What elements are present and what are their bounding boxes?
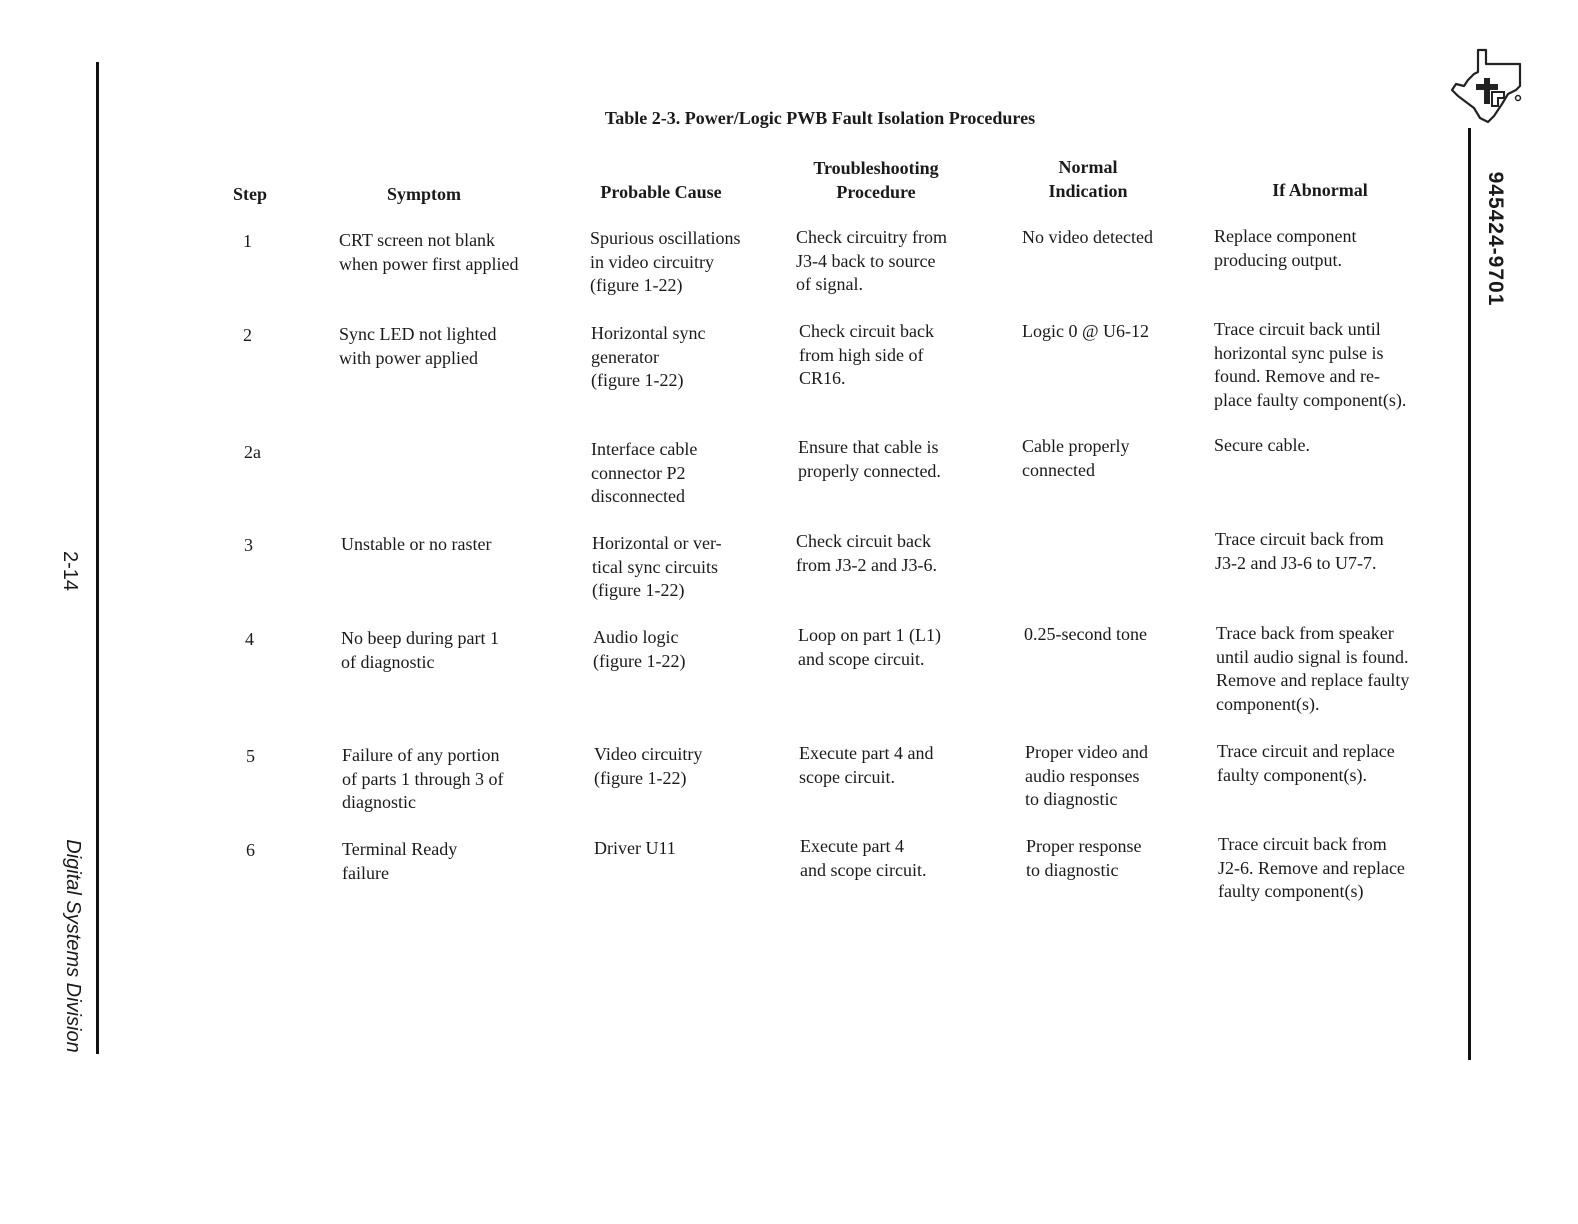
probable-cause-cell: Horizontal or ver- tical sync circuits (figure 1-22) xyxy=(592,533,722,600)
step-cell: 3 xyxy=(244,535,253,555)
header-probable-cause: Probable Cause xyxy=(600,182,722,202)
probable-cause-cell: Driver U11 xyxy=(594,838,676,858)
normal-indication-cell: 0.25-second tone xyxy=(1024,624,1147,644)
procedure-cell: Ensure that cable is properly connected. xyxy=(798,437,941,481)
if-abnormal-cell: Trace circuit back until horizontal sync pulse is found. Remove and re- place faulty component(s). xyxy=(1214,319,1407,410)
symptom-cell: Failure of any portion of parts 1 through 3 of diagnostic xyxy=(342,745,504,812)
if-abnormal-cell: Trace circuit back from J2-6. Remove and replace faulty component(s) xyxy=(1218,834,1405,901)
document-number: 945424-9701 xyxy=(1484,171,1507,307)
procedure-cell: Execute part 4 and scope circuit. xyxy=(800,836,927,880)
procedure-cell: Execute part 4 and scope circuit. xyxy=(799,743,934,787)
symptom-cell: Unstable or no raster xyxy=(341,534,492,554)
page-number: 2-14 xyxy=(59,550,81,592)
symptom-cell: Sync LED not lighted with power applied xyxy=(339,324,497,368)
step-cell: 2 xyxy=(243,325,252,345)
texas-logo-icon xyxy=(1446,44,1528,126)
step-cell: 6 xyxy=(246,840,255,860)
header-symptom: Symptom xyxy=(386,184,461,204)
right-margin-rule xyxy=(1468,128,1471,1060)
step-cell: 1 xyxy=(243,231,252,251)
probable-cause-cell: Audio logic (figure 1-22) xyxy=(593,627,686,671)
header-step: Step xyxy=(232,184,267,204)
if-abnormal-cell: Trace circuit back from J3-2 and J3-6 to U7-7. xyxy=(1215,529,1384,573)
table-title: Table 2-3. Power/Logic PWB Fault Isolation Procedures xyxy=(604,108,1036,128)
step-cell: 5 xyxy=(246,746,255,766)
symptom-cell: Terminal Ready failure xyxy=(342,839,458,883)
probable-cause-cell: Spurious oscillations in video circuitry (figure 1-22) xyxy=(590,228,741,295)
normal-indication-cell: No video detected xyxy=(1022,227,1153,247)
procedure-cell: Loop on part 1 (L1) and scope circuit. xyxy=(798,625,941,669)
probable-cause-cell: Interface cable connector P2 disconnected xyxy=(591,439,698,506)
procedure-cell: Check circuitry from J3-4 back to source of signal. xyxy=(796,227,947,294)
if-abnormal-cell: Trace back from speaker until audio signal is found. Remove and replace faulty component(s). xyxy=(1216,623,1410,714)
normal-indication-cell: Logic 0 @ U6-12 xyxy=(1022,321,1150,341)
header-normal-indication: Normal Indication xyxy=(1048,157,1128,201)
header-if-abnormal: If Abnormal xyxy=(1272,180,1368,200)
if-abnormal-cell: Secure cable. xyxy=(1214,435,1310,455)
symptom-cell: No beep during part 1 of diagnostic xyxy=(341,628,499,672)
division-footer: Digital Systems Division xyxy=(62,839,84,1053)
normal-indication-cell: Cable properly connected xyxy=(1022,436,1130,480)
normal-indication-cell: Proper response to diagnostic xyxy=(1026,836,1142,880)
if-abnormal-cell: Replace component producing output. xyxy=(1214,226,1357,270)
header-troubleshooting-procedure: Troubleshooting Procedure xyxy=(813,158,939,202)
procedure-cell: Check circuit back from high side of CR16. xyxy=(799,321,934,388)
left-margin-rule xyxy=(96,62,99,1054)
normal-indication-cell: Proper video and audio responses to diagnostic xyxy=(1025,742,1148,809)
step-cell: 4 xyxy=(245,629,254,649)
probable-cause-cell: Video circuitry (figure 1-22) xyxy=(594,744,703,788)
probable-cause-cell: Horizontal sync generator (figure 1-22) xyxy=(591,323,706,390)
step-cell: 2a xyxy=(244,442,261,462)
if-abnormal-cell: Trace circuit and replace faulty component(s). xyxy=(1217,741,1395,785)
symptom-cell: CRT screen not blank when power first applied xyxy=(339,230,519,274)
procedure-cell: Check circuit back from J3-2 and J3-6. xyxy=(796,531,937,575)
